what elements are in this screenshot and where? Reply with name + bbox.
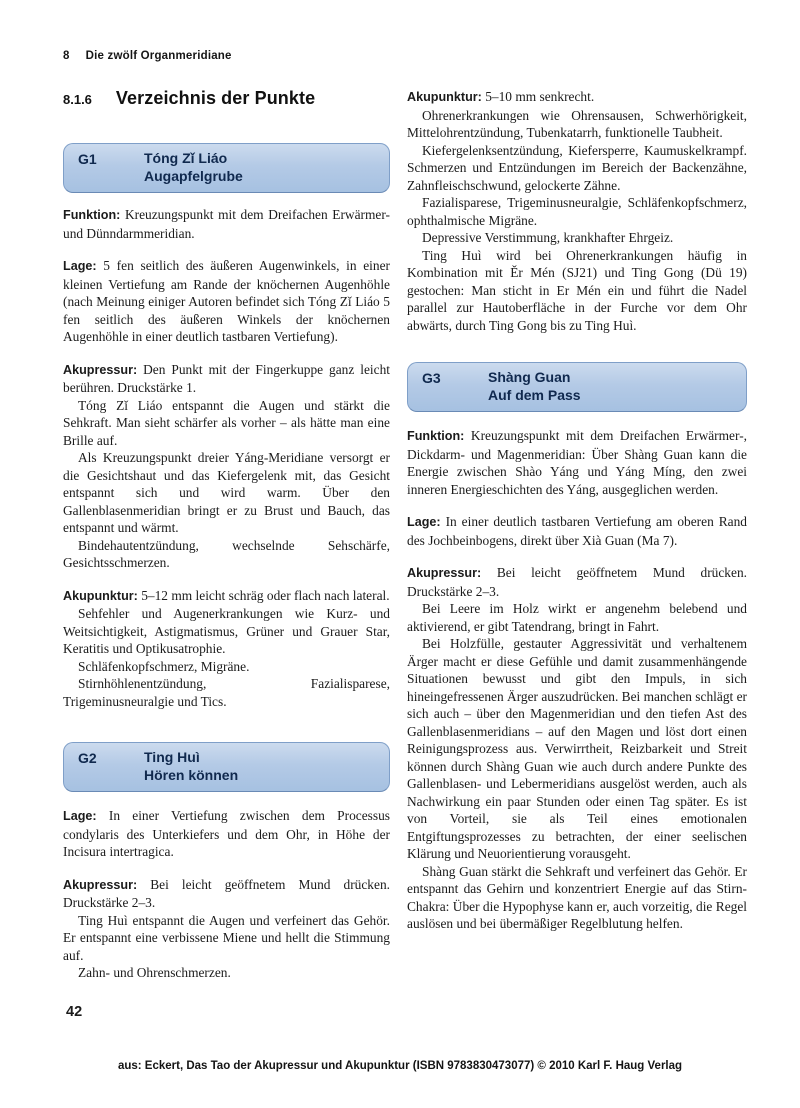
body-paragraph: Bei Leere im Holz wirkt er angenehm belebend und aktivierend, er gibt Tatendrang, bringt in Fahrt. [407,601,747,634]
body-paragraph: Depressive Verstimmung, krankhafter Ehrgeiz. [422,230,674,245]
lage-paragraph [63,807,390,861]
page-content [63,50,747,997]
body-paragraph: Schläfenkopfschmerz, Migräne. [78,658,250,674]
section-title: Verzeichnis der Punkte [115,88,316,108]
body-paragraph: Bindehautentzündung, wechselnde Sehschärfe, Gesichtsschmerzen. [63,537,390,570]
akupressur-paragraph [63,876,390,912]
two-column-layout [63,88,747,997]
chapter-number: 8 [63,50,70,62]
funktion-text: Kreuzungspunkt mit dem Dreifachen Erwärmer-, Dickdarm- und Magenmeridian: Über Shàng Guan kann die Energie zwischen Shào Yáng und Yáng Míng, den zwei inneren Energieschichten des Yáng, ausgeglichen werden. [407,428,747,497]
point-id: G3 [422,370,441,386]
g2-akupressur-block [63,876,390,982]
akupunktur-text: 5–10 mm senkrecht. [485,89,595,104]
body-paragraph: Zahn- und Ohrenschmerzen. [78,965,231,980]
g2-akupunktur-block [407,88,747,334]
footer-credit: aus: Eckert, Das Tao der Akupressur und Akupunktur (ISBN 9783830473077) © 2010 Karl F. Haug Verlag [117,1060,683,1072]
body-paragraph: Ting Huì entspannt die Augen und verfeinert das Gehör. Er entspannt eine verbissene Miene und hellt die Stimmung auf. [63,912,390,963]
point-pinyin-name: Shàng Guan [488,369,571,385]
akupressur-text: Den Punkt mit der Fingerkuppe ganz leicht berühren. Druckstärke 1. [63,361,390,395]
point-id: G2 [78,750,97,766]
chapter-title: Die zwölf Organmeridiane [85,50,232,62]
akupressur-label: Akupressur: [407,566,482,580]
point-box-g2 [63,742,390,792]
point-pinyin-name: Tóng Zǐ Liáo [144,150,228,166]
akupressur-label: Akupressur: [63,362,138,377]
g2-lage-block [63,807,390,861]
page-number: 42 [66,1004,83,1020]
point-pinyin-name: Ting Huì [144,749,200,765]
right-column [407,88,747,997]
body-paragraph: Fazialisparese, Trigeminusneuralgie, Schläfenkopfschmerz, ophthalmische Migräne. [407,195,747,228]
lage-label: Lage: [407,515,441,529]
lage-paragraph [63,257,390,346]
funktion-paragraph [63,206,390,242]
g3-funktion-block [407,427,747,498]
g1-lage-block [63,257,390,346]
akupressur-text: Bei leicht geöffnetem Mund drücken. Druckstärke 2–3. [63,876,390,910]
body-paragraph: Als Kreuzungspunkt dreier Yáng-Meridiane versorgt er die Gesichtshaut und das Kiefergelenk mit, das Gesicht entspannt sich und wird warm. Über den Gallenblasenmeridian bringt er zu Brust und Bauch, das entspannt und wärmt. [63,450,390,535]
left-column [63,88,390,997]
lage-label: Lage: [63,809,97,823]
point-german-name: Hören können [144,766,239,783]
akupressur-label: Akupressur: [63,877,138,892]
body-paragraph: Sehfehler und Augenerkrankungen wie Kurz- und Weitsichtigkeit, Astigmatismus, Grüner und Grauer Star, Keratitis und Optikusatrophie. [63,606,390,656]
body-paragraph: Ohrenerkrankungen wie Ohrensausen, Schwerhörigkeit, Mittelohrentzündung, Tubenkatarrh, funktionelle Taubheit. [407,107,747,140]
section-number: 8.1.6 [63,92,92,107]
point-names [144,749,238,784]
akupunktur-text: 5–12 mm leicht schräg oder flach nach lateral. [141,587,390,603]
g1-akupressur-block [63,361,390,572]
body-paragraph: Ting Huì wird bei Ohrenerkrankungen häufig in Kombination mit Ěr Mén (SJ21) und Ting Gong (Dü 19) gestochen: Man sticht in Er Mén ein und führt die Nadel parallel zur Hautoberfläche in der Furche vor dem Ohr abwärts, durch Ting Gong bis zu Ting Huì. [407,247,747,333]
body-paragraph: Kiefergelenksentzündung, Kiefersperre, Kaumuskelkrampf. Schmerzen und Entzündungen im Bereich der Backenzähne, Zahnfleischschwund, gelockerte Zähne. [407,142,747,193]
body-paragraph: Shàng Guan stärkt die Sehkraft und verfeinert das Gehör. Er entspannt das Gehirn und konzentriert Energie auf das Stirn-Chakra: Über die Hypophyse kann er, auch vorzeitig, die Regel auslösen und bei übermäßiger Regelblutung helfen. [407,863,747,931]
g1-akupunktur-block [63,587,390,711]
g3-akupressur-block [407,564,747,933]
akupunktur-paragraph [407,88,747,107]
lage-label: Lage: [63,259,97,273]
lage-text: In einer deutlich tastbaren Vertiefung am oberen Rand des Jochbeinbogens, direkt über Xià Guan (Ma 7). [407,514,747,548]
g1-funktion-block [63,206,390,242]
body-paragraph: Stirnhöhlenentzündung, Fazialisparese, Trigeminusneuralgie und Tics. [63,676,390,709]
akupunktur-label: Akupunktur: [63,588,138,603]
funktion-label: Funktion: [407,429,465,443]
point-names [144,150,243,185]
akupressur-paragraph [407,564,747,600]
running-header [63,50,747,62]
lage-paragraph [407,513,747,549]
akupunktur-paragraph [63,587,390,606]
body-paragraph: Tóng Zǐ Liáo entspannt die Augen und stärkt die Sehkraft. Man sieht schärfer als vorher – als hätte man eine Brille auf. [63,397,390,448]
funktion-text: Kreuzungspunkt mit dem Dreifachen Erwärmer- und Dünndarmmeridian. [63,207,390,241]
g3-lage-block [407,513,747,549]
lage-text: In einer Vertiefung zwischen dem Processus condylaris des Unterkiefers und dem Ohr, in Höhe der Incisura intertragica. [63,808,391,859]
point-box-g1 [63,143,390,193]
body-paragraph: Bei Holzfülle, gestauter Aggressivität und verhaltenem Ärger macht er diese Gefühle und damit zusammenhängende Situationen bewusst und gibt den Impuls, in sich hineingefressenen Ärger auszudrücken. Bei manchen schlägt er sich auch – über den Magenmeridian und den tiefen Ast des Gallenblasenmeridians – auf den Magen und löst dort einen Reinigungsprozess aus. Verwirrtheit, Reizbarkeit und Streit können durch Shàng Guan wie auch durch andere Punkte des Gallenblasen- und Lebermeridians ausgelöst werden, auch als Nachwirkung ein paar Stunden oder einen Tag später. Es ist von Vorteil, sie als Teil eines emotionalen Entgiftungsprozesses zu betrachten, der einer seelischen Klärung und Neuorientierung vorausgeht. [407,636,747,861]
point-names [488,369,581,404]
akupunktur-label: Akupunktur: [407,90,482,104]
point-german-name: Auf dem Pass [488,386,581,403]
lage-text: 5 fen seitlich des äußeren Augenwinkels, in einer kleinen Vertiefung am Rande der knöchernen Augenhöhle (nach Meinung einiger Autoren befindet sich Tóng Zǐ Liáo 5 fen seitlich des äußeren Winkels der knöchernen Augenhöhle in einer deutlich tastbaren Vertiefung). [63,258,390,344]
point-id: G1 [78,151,97,167]
point-box-g3 [407,362,747,412]
akupressur-text: Bei leicht geöffnetem Mund drücken. Druckstärke 2–3. [407,565,747,599]
funktion-label: Funktion: [63,208,121,222]
section-heading [63,88,390,109]
funktion-paragraph [407,427,747,498]
point-german-name: Augapfelgrube [144,167,243,184]
akupressur-paragraph [63,361,390,397]
